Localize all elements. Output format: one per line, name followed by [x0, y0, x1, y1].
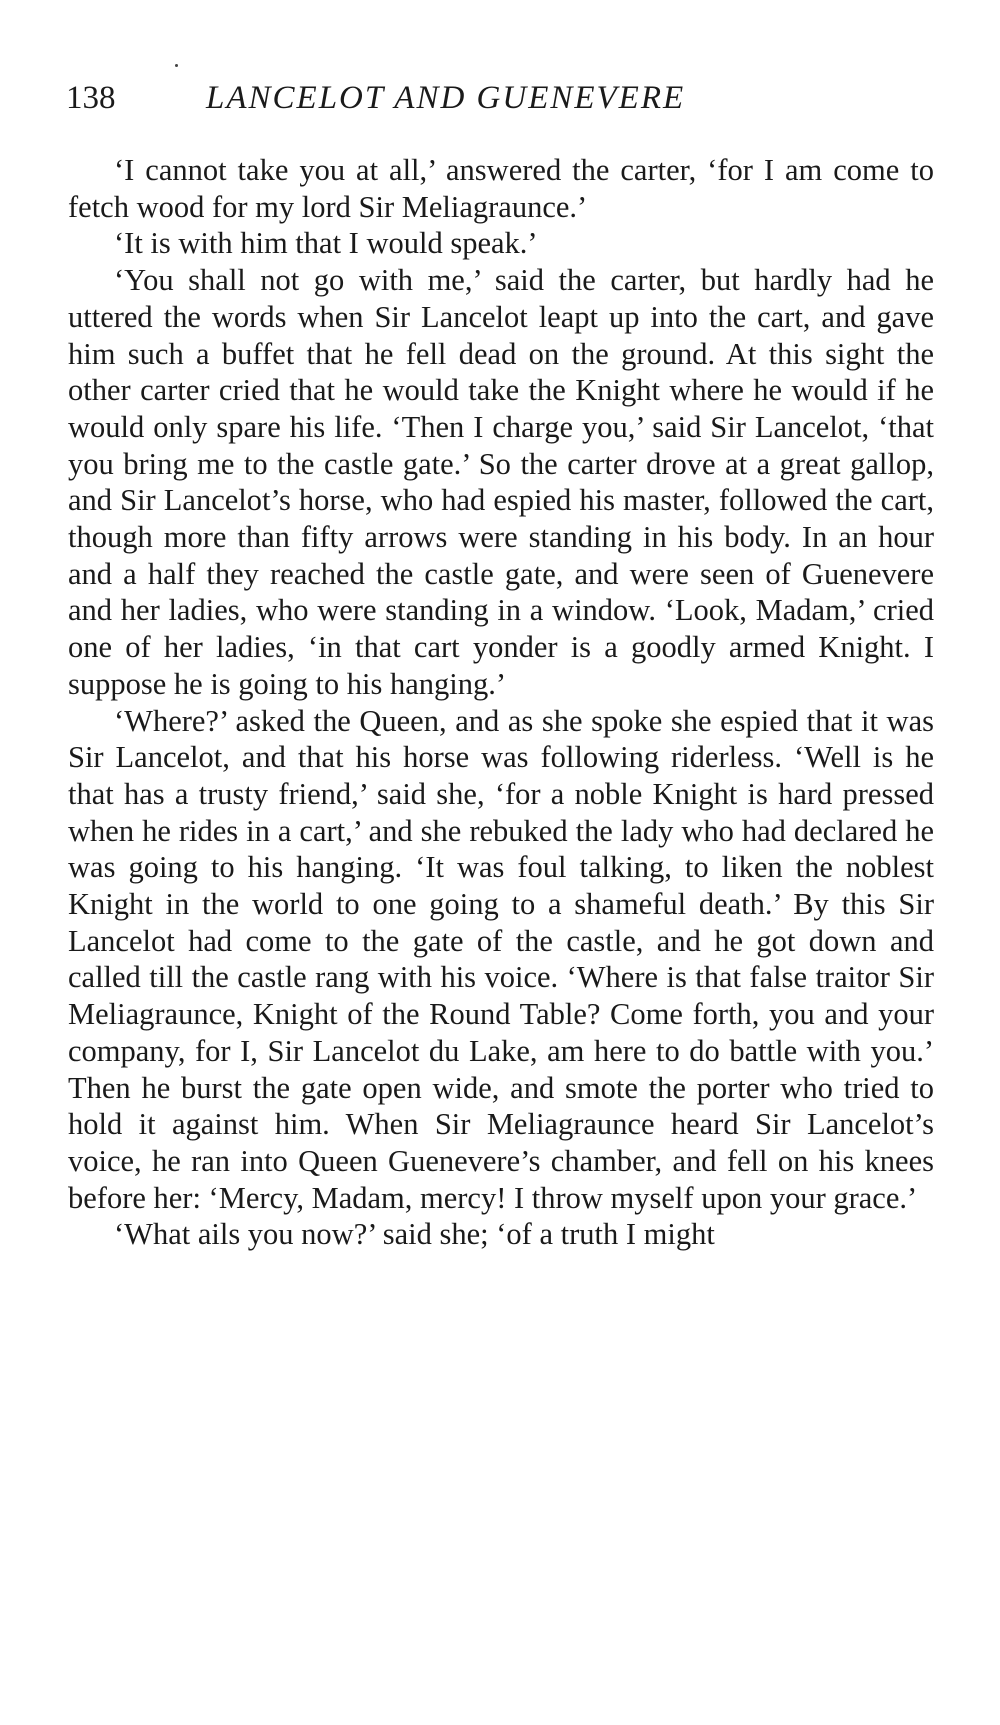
body-text — [68, 152, 934, 1253]
page-header — [66, 78, 936, 118]
paragraph: ‘I cannot take you at all,’ answered the carter, ‘for I am come to fetch wood for my lord Sir Meliagraunce.’ — [68, 153, 934, 224]
paragraph: ‘You shall not go with me,’ said the carter, but hardly had he uttered the words when Sir Lancelot leapt up into the cart, and gave him such a buffet that he fell dead on the ground. At this sight the other carter cried that he would take the Knight where he would if he would only spare his life. ‘Then I charge you,’ said Sir Lancelot, ‘that you bring me to the castle gate.’ So the carter drove at a great gallop, and Sir Lancelot’s horse, who had espied his master, followed the cart, though more than fifty arrows were standing in his body. In an hour and a half they reached the castle gate, and were seen of Guenevere and her ladies, who were standing in a window. ‘Look, Madam,’ cried one of her ladies, ‘in that cart yonder is a goodly armed Knight. I suppose he is going to his hanging.’ — [68, 263, 934, 701]
page-number: 138 — [66, 80, 116, 116]
paragraph: ‘Where?’ asked the Queen, and as she spoke she espied that it was Sir Lancelot, and that his horse was following riderless. ‘Well is he that has a trusty friend,’ said she, ‘for a noble Knight is hard pressed when he rides in a cart,’ and she rebuked the lady who had declared he was going to his hanging. ‘It was foul talking, to liken the noblest Knight in the world to one going to a shameful death.’ By this Sir Lancelot had come to the gate of the castle, and he got down and called till the castle rang with his voice. ‘Where is that false traitor Sir Meliagraunce, Knight of the Round Table? Come forth, you and your company, for I, Sir Lancelot du Lake, am here to do battle with you.’ Then he burst the gate open wide, and smote the porter who tried to hold it against him. When Sir Meliagraunce heard Sir Lancelot’s voice, he ran into Queen Guenevere’s chamber, and fell on his knees before her: ‘Mercy, Madam, mercy! I throw myself upon your grace.’ — [68, 703, 934, 1215]
paragraph: ‘What ails you now?’ said she; ‘of a truth I might — [114, 1217, 715, 1252]
running-title: LANCELOT AND GUENEVERE — [206, 80, 686, 116]
paragraph: ‘It is with him that I would speak.’ — [114, 226, 538, 261]
ink-speck — [175, 64, 178, 67]
